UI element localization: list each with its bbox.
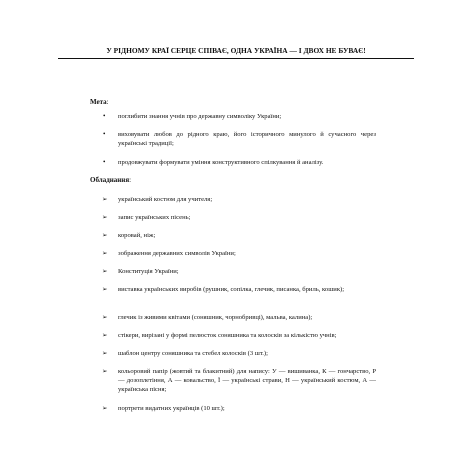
goal-item: виховувати любов до рідного краю, його історичного минулого й сучасного через українські традиції; <box>118 131 376 147</box>
equipment-item: запис українських пісень; <box>118 214 191 221</box>
goals-heading: Мета: <box>90 98 109 106</box>
equipment-item: зображення державних символів України; <box>118 250 236 257</box>
arrow-bullet-icon: ➢ <box>102 332 108 339</box>
arrow-bullet-icon: ➢ <box>102 268 108 275</box>
arrow-bullet-icon: ➢ <box>102 196 108 203</box>
equipment-item: кольоровий папір (жовтий та блакитний) для напису: У — вишиванка, К — гончарство, Р — дозоплетіння, А — ковальство, Ї — українські страви, Н — український костюм, А — українська пісня; <box>118 368 376 393</box>
equipment-item: стікери, вирізані у формі пелюсток соняшника та колосків за кількістю учнів; <box>118 332 337 339</box>
bullet-dot-icon: • <box>103 112 106 120</box>
title-underline <box>58 58 414 59</box>
arrow-bullet-icon: ➢ <box>102 232 108 239</box>
equipment-item: глечик із живими квітами (соняшник, чорнобривці), мальва, калина); <box>118 314 313 321</box>
equipment-item: виставка українських виробів (рушник, сопілка, глечик, писанка, бриль, кошик); <box>118 286 345 293</box>
document-title: У РІДНОМУ КРАЇ СЕРЦЕ СПІВАЄ, ОДНА УКРАЇНА — І ДВОХ НЕ БУВАЄ! <box>106 46 366 55</box>
equipment-heading: Обладнання: <box>90 176 132 184</box>
arrow-bullet-icon: ➢ <box>102 405 108 412</box>
arrow-bullet-icon: ➢ <box>102 314 108 321</box>
equipment-item: Конституція України; <box>118 268 179 275</box>
equipment-item: портрети видатних українців (10 шт.); <box>118 405 225 412</box>
bullet-dot-icon: • <box>103 158 106 166</box>
equipment-item: коровай, ніж; <box>118 232 156 239</box>
goal-item: поглибити знання учнів про державну символіку України; <box>118 113 282 120</box>
bullet-dot-icon: • <box>103 130 106 138</box>
goal-item: продовжувати формувати уміння конструктивного спілкування й аналізу. <box>118 159 324 166</box>
arrow-bullet-icon: ➢ <box>102 250 108 257</box>
arrow-bullet-icon: ➢ <box>102 350 108 357</box>
equipment-item: шаблон центру соняшника та стебел колосків (3 шт.); <box>118 350 268 357</box>
equipment-item: український костюм для учителя; <box>118 196 213 203</box>
arrow-bullet-icon: ➢ <box>102 214 108 221</box>
arrow-bullet-icon: ➢ <box>102 368 108 375</box>
arrow-bullet-icon: ➢ <box>102 286 108 293</box>
